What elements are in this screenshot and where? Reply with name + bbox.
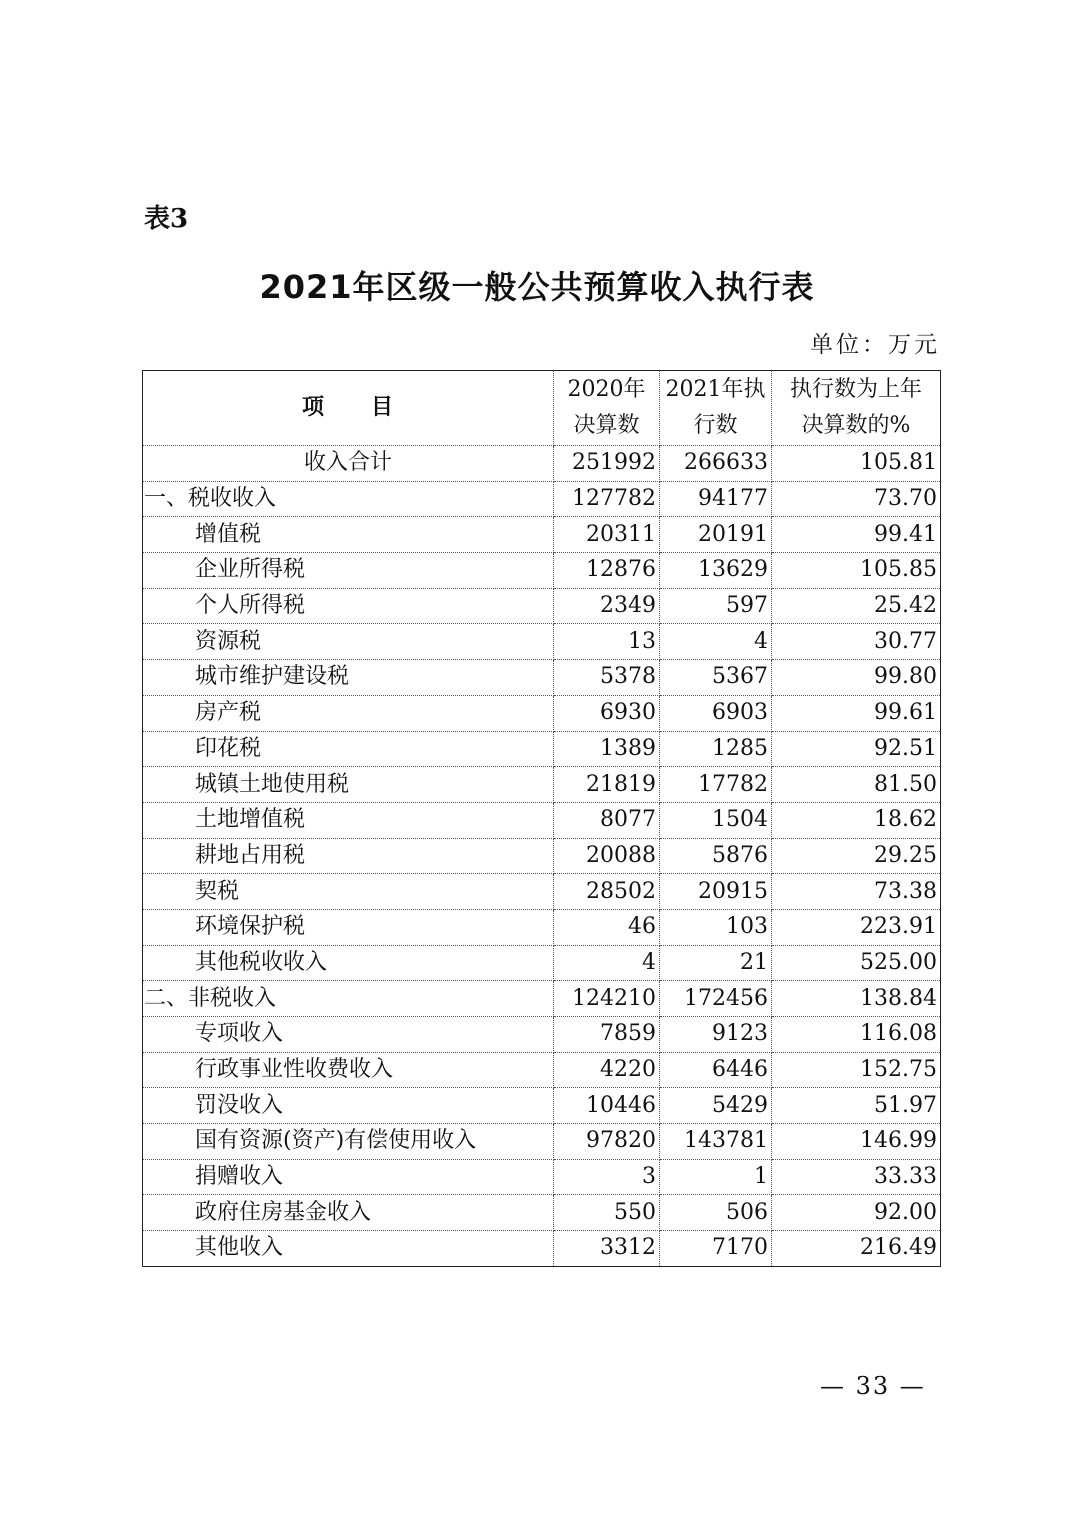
table-row: [143, 838, 941, 874]
row-item-name: 资源税: [143, 624, 554, 660]
row-item-name: 企业所得税: [143, 553, 554, 589]
table-row: [143, 1231, 941, 1267]
table-row: [143, 945, 941, 981]
row-value-pct: 216.49: [772, 1231, 941, 1267]
table-label: 表3: [144, 204, 189, 234]
row-item-name: 行政事业性收费收入: [143, 1052, 554, 1088]
row-value-pct: 30.77: [772, 624, 941, 660]
row-value-pct: 29.25: [772, 838, 941, 874]
header-2021-line2: 行数: [693, 413, 738, 438]
row-value-2021: 5876: [660, 838, 772, 874]
header-2021-line1: 2021年执: [665, 377, 766, 402]
table-row: [143, 874, 941, 910]
row-value-2021: 17782: [660, 767, 772, 803]
row-value-pct: 99.61: [772, 695, 941, 731]
row-value-2021: 172456: [660, 981, 772, 1017]
row-value-2020: 20088: [554, 838, 660, 874]
row-value-2020: 127782: [554, 481, 660, 517]
row-value-pct: 73.38: [772, 874, 941, 910]
row-value-2020: 251992: [554, 446, 660, 482]
row-item-name: 其他收入: [143, 1231, 554, 1267]
row-value-2020: 3: [554, 1159, 660, 1195]
row-value-2021: 20191: [660, 517, 772, 553]
row-value-2021: 7170: [660, 1231, 772, 1267]
table-row: [143, 588, 941, 624]
row-value-pct: 116.08: [772, 1017, 941, 1053]
revenue-table: [142, 370, 941, 1267]
row-value-2020: 1389: [554, 731, 660, 767]
table-row: [143, 1088, 941, 1124]
row-value-pct: 92.51: [772, 731, 941, 767]
row-item-name: 土地增值税: [143, 802, 554, 838]
row-value-2020: 10446: [554, 1088, 660, 1124]
header-2020-line2: 决算数: [573, 413, 640, 438]
row-item-name: 环境保护税: [143, 909, 554, 945]
row-value-2020: 5378: [554, 660, 660, 696]
row-item-name: 耕地占用税: [143, 838, 554, 874]
row-value-2020: 8077: [554, 802, 660, 838]
row-value-pct: 223.91: [772, 909, 941, 945]
row-value-2021: 4: [660, 624, 772, 660]
row-item-name: 房产税: [143, 695, 554, 731]
row-value-pct: 81.50: [772, 767, 941, 803]
row-value-2020: 6930: [554, 695, 660, 731]
row-value-2021: 506: [660, 1195, 772, 1231]
row-value-2021: 1285: [660, 731, 772, 767]
row-value-2021: 9123: [660, 1017, 772, 1053]
row-value-2020: 3312: [554, 1231, 660, 1267]
row-value-pct: 92.00: [772, 1195, 941, 1231]
table-row: [143, 446, 941, 482]
row-value-2020: 20311: [554, 517, 660, 553]
page-title: 2021年区级一般公共预算收入执行表: [259, 268, 815, 306]
row-value-pct: 33.33: [772, 1159, 941, 1195]
table-row: [143, 695, 941, 731]
table-row: [143, 624, 941, 660]
row-value-2021: 6903: [660, 695, 772, 731]
table-row: [143, 981, 941, 1017]
unit-note: 单位：万元: [810, 332, 940, 358]
row-value-2020: 4: [554, 945, 660, 981]
row-value-2021: 6446: [660, 1052, 772, 1088]
row-value-2021: 143781: [660, 1124, 772, 1160]
row-item-name: 城市维护建设税: [143, 660, 554, 696]
row-value-2020: 12876: [554, 553, 660, 589]
row-value-2021: 13629: [660, 553, 772, 589]
row-value-pct: 525.00: [772, 945, 941, 981]
row-item-name: 专项收入: [143, 1017, 554, 1053]
row-value-2020: 97820: [554, 1124, 660, 1160]
table-row: [143, 1195, 941, 1231]
row-value-pct: 25.42: [772, 588, 941, 624]
row-value-2021: 5429: [660, 1088, 772, 1124]
row-value-2021: 597: [660, 588, 772, 624]
row-value-pct: 146.99: [772, 1124, 941, 1160]
row-item-name: 政府住房基金收入: [143, 1195, 554, 1231]
row-value-2020: 13: [554, 624, 660, 660]
table-row: [143, 909, 941, 945]
header-item: 项 目: [143, 371, 554, 446]
row-value-pct: 138.84: [772, 981, 941, 1017]
header-2020: [554, 371, 660, 446]
row-item-name: 国有资源(资产)有偿使用收入: [143, 1124, 554, 1160]
row-value-2021: 266633: [660, 446, 772, 482]
row-value-2020: 4220: [554, 1052, 660, 1088]
row-item-name: 印花税: [143, 731, 554, 767]
row-value-2020: 124210: [554, 981, 660, 1017]
row-value-2020: 28502: [554, 874, 660, 910]
row-item-name: 增值税: [143, 517, 554, 553]
row-value-2021: 21: [660, 945, 772, 981]
row-value-pct: 73.70: [772, 481, 941, 517]
header-2021: [660, 371, 772, 446]
table-row: [143, 481, 941, 517]
table-row: [143, 731, 941, 767]
table-row: [143, 767, 941, 803]
table-row: [143, 802, 941, 838]
header-pct-line1: 执行数为上年: [789, 377, 922, 402]
table-row: [143, 1017, 941, 1053]
header-pct-line2: 决算数的%: [801, 413, 911, 438]
row-value-2020: 21819: [554, 767, 660, 803]
table-row: [143, 660, 941, 696]
row-value-2021: 5367: [660, 660, 772, 696]
table-header: [143, 371, 941, 446]
table-row: [143, 1159, 941, 1195]
page-number: — 33 —: [820, 1372, 926, 1400]
row-item-name: 契税: [143, 874, 554, 910]
row-value-2021: 94177: [660, 481, 772, 517]
row-value-pct: 105.85: [772, 553, 941, 589]
row-value-2020: 46: [554, 909, 660, 945]
row-value-2021: 20915: [660, 874, 772, 910]
row-value-2020: 550: [554, 1195, 660, 1231]
table-body: [143, 446, 941, 1267]
table-row: [143, 1052, 941, 1088]
row-item-name: 收入合计: [143, 446, 554, 482]
row-item-name: 城镇土地使用税: [143, 767, 554, 803]
row-value-pct: 99.41: [772, 517, 941, 553]
row-item-name: 罚没收入: [143, 1088, 554, 1124]
row-item-name: 捐赠收入: [143, 1159, 554, 1195]
header-pct: [772, 371, 941, 446]
row-value-2021: 1504: [660, 802, 772, 838]
row-value-pct: 152.75: [772, 1052, 941, 1088]
table-row: [143, 517, 941, 553]
row-value-2020: 2349: [554, 588, 660, 624]
row-value-2021: 1: [660, 1159, 772, 1195]
row-value-pct: 99.80: [772, 660, 941, 696]
row-item-name: 二、非税收入: [143, 981, 554, 1017]
row-item-name: 一、税收收入: [143, 481, 554, 517]
row-value-pct: 18.62: [772, 802, 941, 838]
row-item-name: 个人所得税: [143, 588, 554, 624]
row-value-pct: 51.97: [772, 1088, 941, 1124]
row-item-name: 其他税收收入: [143, 945, 554, 981]
table-row: [143, 1124, 941, 1160]
header-2020-line1: 2020年: [567, 377, 646, 402]
row-value-2021: 103: [660, 909, 772, 945]
row-value-2020: 7859: [554, 1017, 660, 1053]
row-value-pct: 105.81: [772, 446, 941, 482]
table-row: [143, 553, 941, 589]
